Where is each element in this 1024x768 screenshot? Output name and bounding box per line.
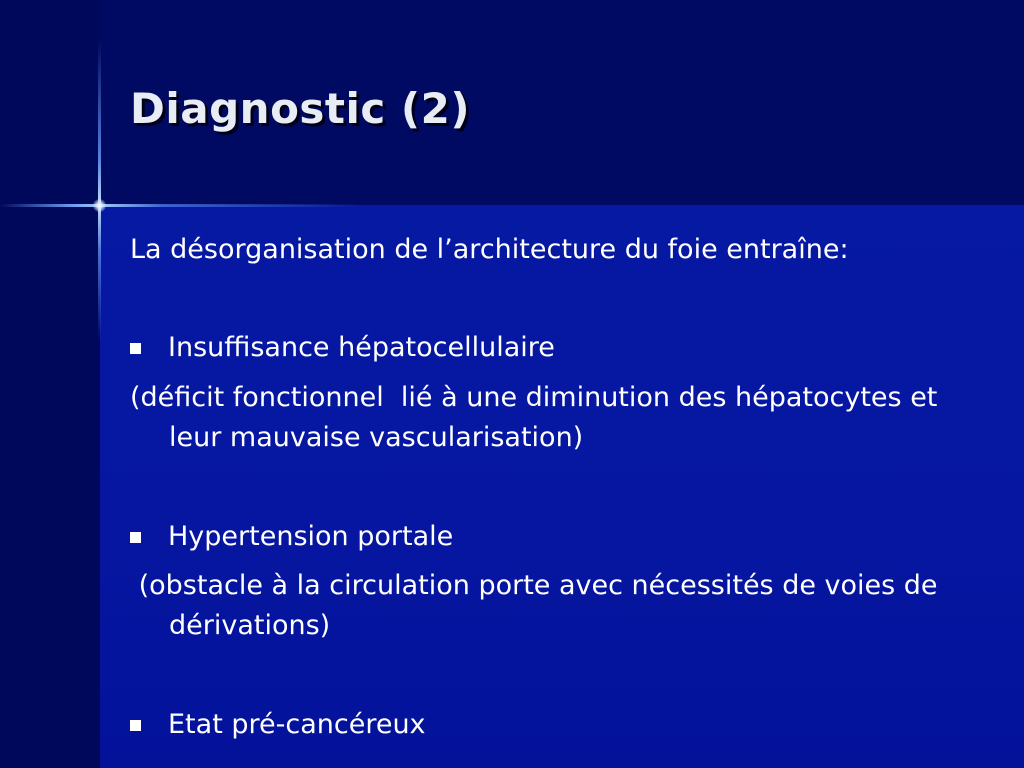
list-item-detail: (déficit fonctionnel lié à une diminution des hépatocytes et leur mauvaise vascularisation) — [130, 382, 946, 453]
slide-title: Diagnostic (2) — [130, 84, 471, 133]
square-bullet-icon — [130, 720, 141, 731]
list-item — [130, 517, 453, 557]
list-item — [130, 328, 555, 368]
intro-text: La désorganisation de l’architecture du foie entraîne: — [130, 234, 849, 265]
left-decorative-strip — [0, 0, 100, 768]
glow-horizontal-line — [0, 204, 360, 207]
square-bullet-icon — [130, 343, 141, 354]
list-item-label: Etat pré-cancéreux — [168, 709, 426, 740]
glow-cross-icon — [93, 199, 106, 212]
list-item-label: Insuffisance hépatocellulaire — [168, 332, 555, 363]
content-panel — [100, 205, 1024, 768]
square-bullet-icon — [130, 532, 141, 543]
glow-vertical-line — [98, 40, 101, 340]
list-item — [130, 705, 426, 745]
list-item-label: Hypertension portale — [168, 521, 454, 552]
list-item-detail: (obstacle à la circulation porte avec nécessités de voies de dérivations) — [130, 570, 947, 641]
